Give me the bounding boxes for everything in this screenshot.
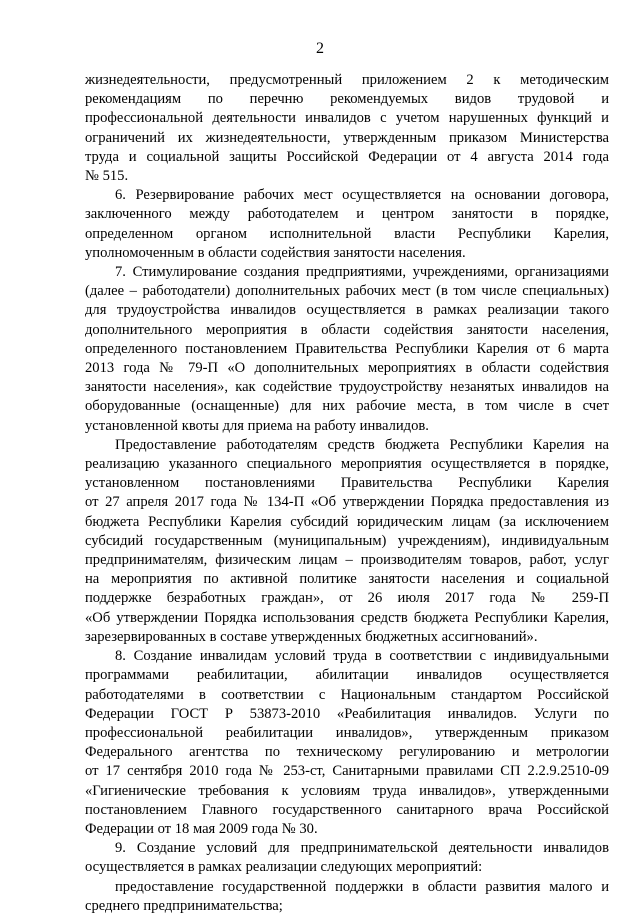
text-line: жизнедеятельности, предусмотренный приложением 2 к методическим (85, 72, 609, 88)
text-line: уполномоченным в области содействия занятости населения. (85, 244, 466, 261)
text-line: установленной квоты для приема на работу инвалидов. (85, 417, 429, 434)
text-line: зарезервированных в составе утвержденных бюджетных ассигнований». (85, 628, 538, 645)
text-line: бюджета Республики Карелия субсидий юридическим лицам (за исключением (85, 513, 609, 530)
text-line: Федерации от 18 мая 2009 года № 30. (85, 820, 318, 837)
text-line: на мероприятия по активной политике занятости населения и социальной (85, 571, 609, 588)
text-line: от 27 апреля 2017 года № 134-П «Об утверждении Порядка предоставления из (85, 494, 609, 511)
text-line: определенного постановлением Правительства Республики Карелия от 6 марта (85, 340, 609, 357)
text-line: оборудованные (оснащенные) для них рабочие места, в том числе в счет (85, 398, 609, 415)
text-line: реализацию указанного специального мероприятия осуществляется в порядке, (85, 456, 609, 473)
text-line: Федерации ГОСТ Р 53873-2010 «Реабилитация инвалидов. Услуги по (85, 705, 609, 722)
text-line: определенном органом исполнительной власти Республики Карелия, (85, 225, 609, 242)
text-line: 8. Создание инвалидам условий труда в соответствии с индивидуальными (115, 648, 609, 665)
text-line: программами реабилитации, абилитации инвалидов осуществляется (85, 667, 609, 684)
text-line: «Об утверждении Порядка использования средств бюджета Республики Карелия, (85, 609, 609, 626)
text-line: предоставление государственной поддержки в области развития малого и (115, 878, 609, 895)
text-line: постановлением Главного государственного санитарного врача Российской (85, 801, 609, 818)
text-line: рекомендациям по перечню рекомендуемых видов трудовой и (85, 91, 609, 108)
document-body (85, 71, 609, 916)
text-line: дополнительного мероприятия в области содействия занятости населения, (85, 321, 609, 338)
text-line: заключенного между работодателем и центром занятости в порядке, (85, 206, 609, 223)
text-line: субсидий государственным (муниципальным) учреждениям), индивидуальным (85, 532, 609, 549)
text-line: работодателями в соответствии с Национальным стандартом Российской (85, 686, 609, 703)
text-line: 6. Резервирование рабочих мест осуществляется на основании договора, (115, 187, 609, 204)
text-line: 2013 года № 79-П «О дополнительных мероприятиях в области содействия (85, 360, 609, 377)
text-line: занятости населения», как содействие трудоустройству незанятых инвалидов на (85, 379, 609, 396)
text-line: поддержке безработных граждан», от 26 июля 2017 года № 259-П (85, 590, 609, 607)
text-line: среднего предпринимательства; (85, 897, 283, 914)
text-line: «Гигиенические требования к условиям труда инвалидов», утвержденными (85, 782, 609, 799)
text-line: осуществляется в рамках реализации следующих мероприятий: (85, 859, 483, 876)
text-line: установленном постановлениями Правительства Республики Карелия (85, 475, 609, 492)
text-line: Федерального агентства по техническому регулированию и метрологии (85, 744, 609, 761)
text-line: 7. Стимулирование создания предприятиями, учреждениями, организациями (115, 264, 609, 281)
text-line: труда и социальной защиты Российской Федерации от 4 августа 2014 года (85, 148, 609, 165)
text-line: профессиональной реабилитации инвалидов», утвержденным приказом (85, 724, 609, 741)
text-line: (далее – работодатели) дополнительных рабочих мест (в том числе специальных) (85, 283, 609, 300)
text-line: от 17 сентября 2010 года № 253-ст, Санитарными правилами СП 2.2.9.2510-09 (85, 763, 609, 780)
text-line: ограничений их жизнедеятельности, утвержденным приказом Министерства (85, 129, 609, 146)
text-line: предпринимателям, физическим лицам – производителям товаров, работ, услуг (85, 552, 609, 569)
text-line: для трудоустройства инвалидов осуществляется в рамках реализации такого (85, 302, 609, 319)
text-line: профессиональной деятельности инвалидов с учетом нарушенных функций и (85, 110, 609, 127)
page-number: 2 (316, 40, 324, 57)
text-line: Предоставление работодателям средств бюджета Республики Карелия на (115, 436, 609, 453)
text-line: № 515. (85, 168, 129, 185)
text-line: 9. Создание условий для предпринимательской деятельности инвалидов (115, 840, 609, 857)
